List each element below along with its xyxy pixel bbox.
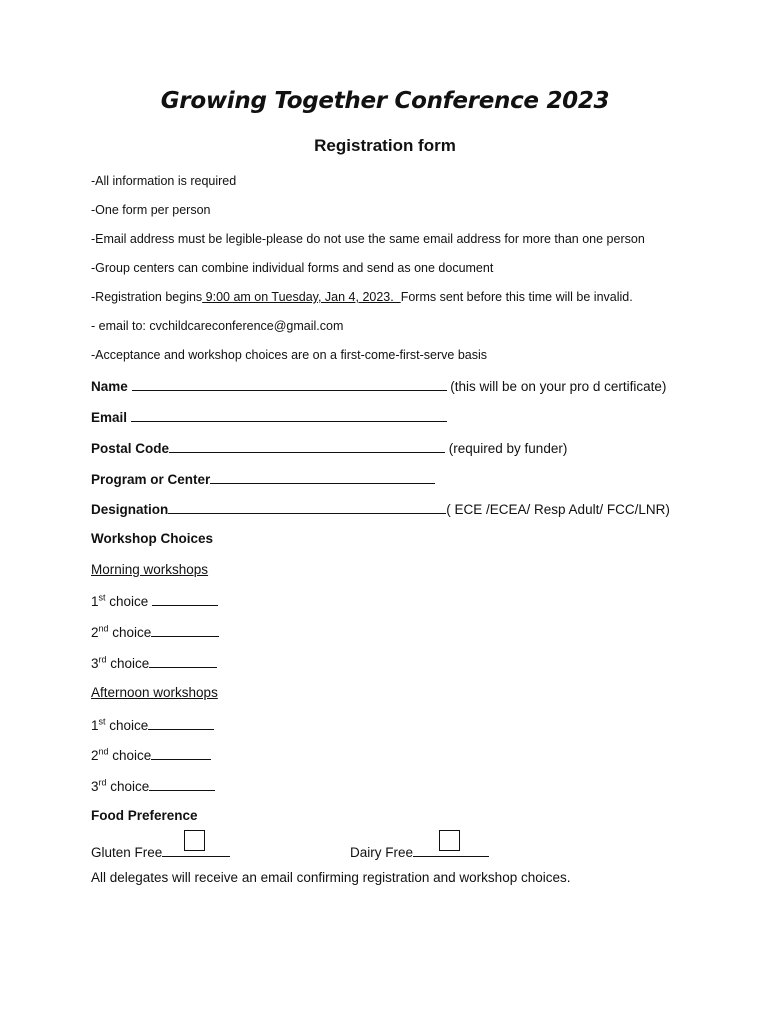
morning-second-choice-row xyxy=(91,622,219,642)
designation-row xyxy=(91,499,670,519)
email-label: Email xyxy=(91,410,128,425)
form-title: Growing Together Conference 2023 xyxy=(160,88,610,114)
program-field[interactable] xyxy=(210,469,435,484)
designation-label: Designation xyxy=(91,502,169,517)
dairy-free-label: Dairy Free xyxy=(350,845,414,860)
dairy-free-row xyxy=(350,838,460,862)
confirmation-note: All delegates will receive an email confirming registration and workshop choices. xyxy=(91,870,571,885)
ordinal-number: 2 xyxy=(91,748,99,763)
instruction-email-legible: -Email address must be legible-please do not use the same email address for more than one person xyxy=(91,232,645,246)
registration-suffix: Forms sent before this time will be invalid. xyxy=(400,290,633,304)
instruction-registration-time xyxy=(91,289,633,305)
name-note: (this will be on your pro d certificate) xyxy=(446,379,667,394)
gluten-free-label: Gluten Free xyxy=(91,845,163,860)
registration-prefix: -Registration begins xyxy=(91,290,203,304)
instruction-email-to: - email to: cvchildcareconference@gmail.com xyxy=(91,319,344,333)
ordinal-suffix: nd xyxy=(98,746,109,757)
choice-label: choice xyxy=(108,625,152,640)
afternoon-third-choice-row xyxy=(91,776,215,796)
afternoon-first-choice-row xyxy=(91,715,214,735)
afternoon-second-choice-row xyxy=(91,745,211,765)
morning-workshops-heading: Morning workshops xyxy=(91,562,209,577)
instruction-one-form: -One form per person xyxy=(91,203,211,217)
name-row xyxy=(91,376,666,396)
ordinal-number: 1 xyxy=(91,594,99,609)
afternoon-second-choice-field[interactable] xyxy=(151,745,211,760)
choice-label: choice xyxy=(105,594,149,609)
registration-time-underlined: 9:00 am on Tuesday, Jan 4, 2023. xyxy=(202,290,401,304)
designation-note: ( ECE /ECEA/ Resp Adult/ FCC/LNR) xyxy=(446,502,670,517)
name-field[interactable] xyxy=(132,376,447,391)
ordinal-number: 2 xyxy=(91,625,99,640)
email-field[interactable] xyxy=(131,407,447,422)
morning-third-choice-field[interactable] xyxy=(149,653,217,668)
ordinal-suffix: rd xyxy=(98,654,107,665)
postal-code-row xyxy=(91,438,567,458)
ordinal-suffix: st xyxy=(98,716,106,727)
morning-first-choice-row xyxy=(91,591,218,611)
choice-label: choice xyxy=(106,656,150,671)
choice-label: choice xyxy=(106,779,150,794)
program-row xyxy=(91,469,435,489)
ordinal-suffix: nd xyxy=(98,623,109,634)
form-subtitle: Registration form xyxy=(314,136,456,155)
name-label: Name xyxy=(91,379,128,394)
morning-second-choice-field[interactable] xyxy=(151,622,219,637)
ordinal-number: 1 xyxy=(91,718,99,733)
afternoon-third-choice-field[interactable] xyxy=(149,776,215,791)
ordinal-suffix: st xyxy=(98,592,106,603)
choice-label: choice xyxy=(108,748,152,763)
ordinal-number: 3 xyxy=(91,779,99,794)
afternoon-workshops-heading: Afternoon workshops xyxy=(91,685,218,700)
email-row xyxy=(91,407,447,427)
ordinal-suffix: rd xyxy=(98,777,107,788)
choice-label: choice xyxy=(105,718,149,733)
food-preference-heading: Food Preference xyxy=(91,808,198,823)
dairy-free-checkbox[interactable] xyxy=(439,830,460,851)
designation-field[interactable] xyxy=(168,499,446,514)
workshop-choices-heading: Workshop Choices xyxy=(91,531,214,546)
postal-code-note: (required by funder) xyxy=(445,441,568,456)
instruction-required: -All information is required xyxy=(91,174,237,188)
program-label: Program or Center xyxy=(91,472,211,487)
postal-code-label: Postal Code xyxy=(91,441,170,456)
instruction-group-centers: -Group centers can combine individual forms and send as one document xyxy=(91,261,494,275)
afternoon-first-choice-field[interactable] xyxy=(148,715,214,730)
postal-code-field[interactable] xyxy=(169,438,445,453)
instruction-first-come: -Acceptance and workshop choices are on a first-come-first-serve basis xyxy=(91,348,487,362)
morning-first-choice-field[interactable] xyxy=(152,591,218,606)
ordinal-number: 3 xyxy=(91,656,99,671)
morning-third-choice-row xyxy=(91,653,217,673)
gluten-free-checkbox[interactable] xyxy=(184,830,205,851)
gluten-free-row xyxy=(91,838,205,862)
